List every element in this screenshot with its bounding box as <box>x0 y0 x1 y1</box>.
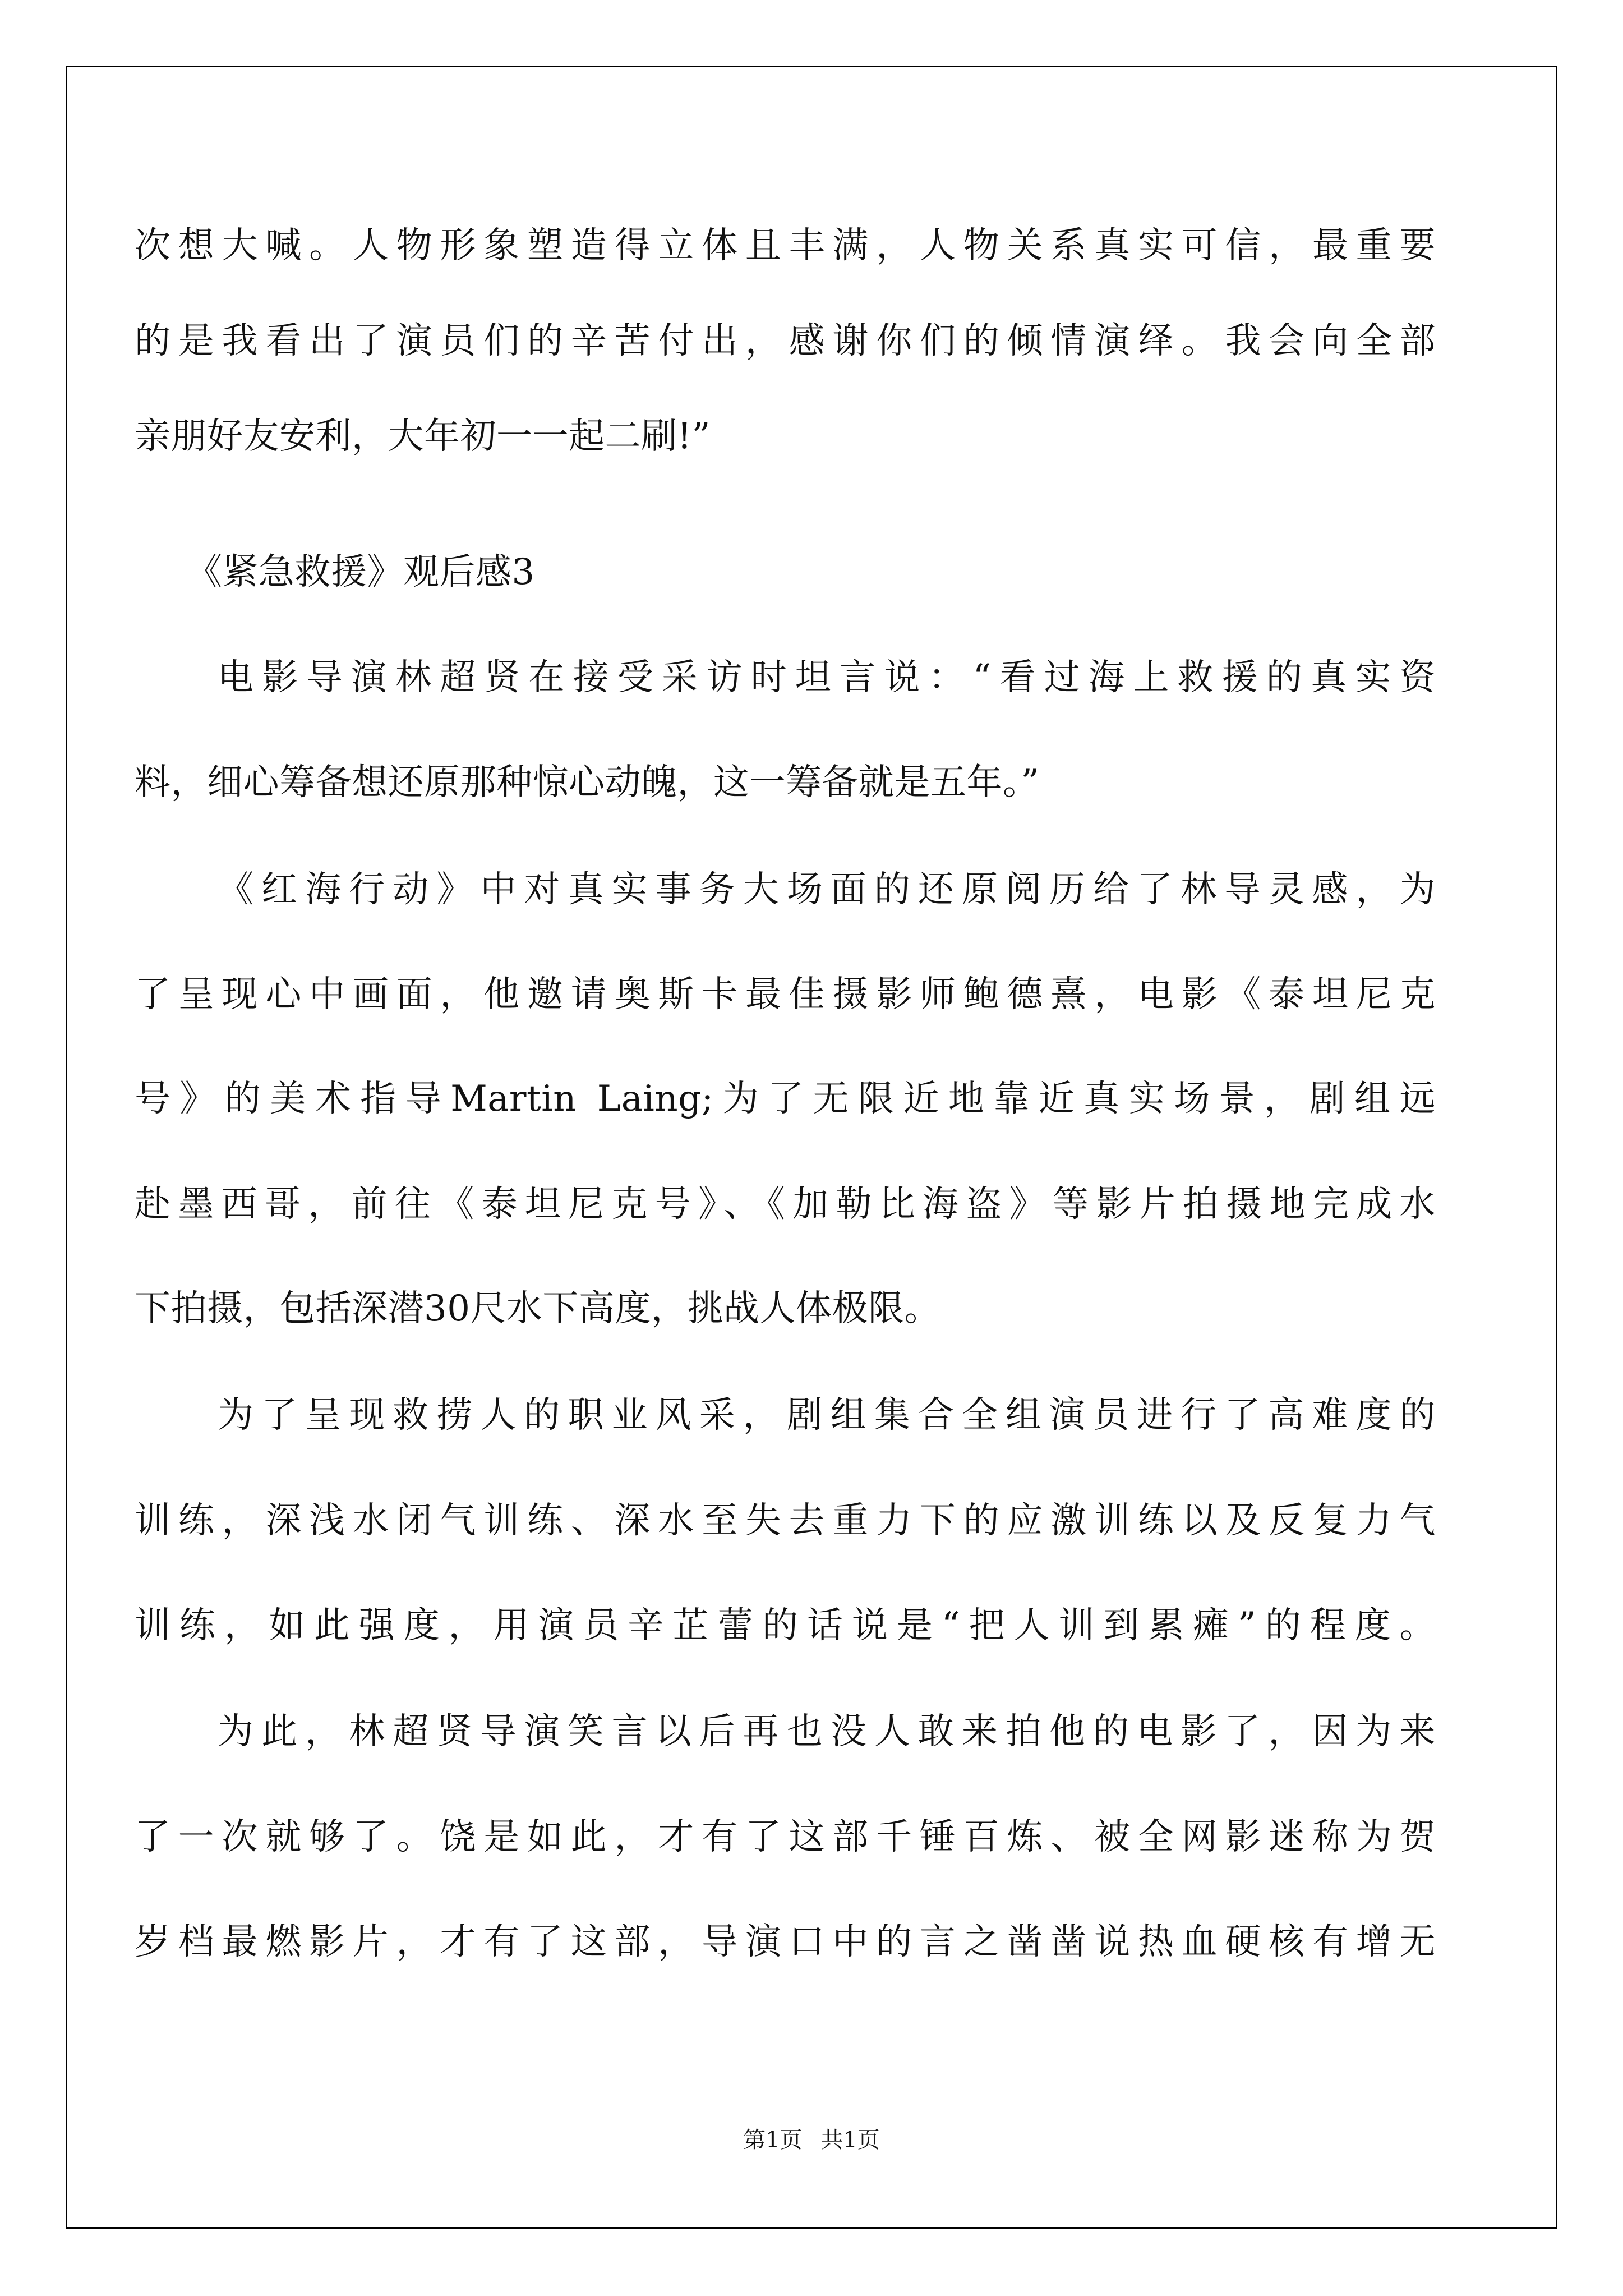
page-total: 共1页 <box>820 2127 880 2153</box>
text-line: 亲朋好友安利，大年初一一起二刷!” <box>135 416 711 457</box>
paragraph-line: 下拍摄，包括深潜30尺水下高度，挑战人体极限。 <box>135 1288 940 1329</box>
paragraph-line: 训练，深浅水闭气训练、深水至失去重力下的应激训练以及反复力气 <box>135 1500 1436 1542</box>
paragraph-line: 料，细心筹备想还原那种惊心动魄，这一筹备就是五年。” <box>135 762 1040 803</box>
paragraph-line: 《红海行动》中对真实事务大场面的还原阅历给了林导灵感，为 <box>218 869 1436 910</box>
paragraph-line: 了呈现心中画面，他邀请奥斯卡最佳摄影师鲍德熹，电影《泰坦尼克 <box>135 974 1436 1015</box>
paragraph-line: 岁档最燃影片，才有了这部，导演口中的言之凿凿说热血硬核有增无 <box>135 1921 1436 1963</box>
section-heading: 《紧急救援》观后感3 <box>186 551 535 593</box>
paragraph-line: 为了呈现救捞人的职业风采，剧组集合全组演员进行了高难度的 <box>218 1395 1436 1436</box>
paragraph-line: 了一次就够了。饶是如此，才有了这部千锤百炼、被全网影迷称为贺 <box>135 1816 1436 1858</box>
text-line: 次想大喊。人物形象塑造得立体且丰满，人物关系真实可信，最重要 <box>135 225 1436 266</box>
paragraph-line: 赴墨西哥，前往《泰坦尼克号》、《加勒比海盗》等影片拍摄地完成水 <box>135 1184 1436 1225</box>
text-line: 的是我看出了演员们的辛苦付出，感谢你们的倾情演绎。我会向全部 <box>135 320 1436 362</box>
page-border <box>66 66 1557 2229</box>
paragraph-line: 号》的美术指导Martin Laing;为了无限近地靠近真实场景，剧组远 <box>135 1078 1436 1120</box>
page-footer <box>0 2126 1623 2154</box>
paragraph-line: 电影导演林超贤在接受采访时坦言说：“看过海上救援的真实资 <box>218 657 1436 698</box>
paragraph-line: 训练，如此强度，用演员辛芷蕾的话说是“把人训到累瘫”的程度。 <box>135 1605 1436 1646</box>
paragraph-line: 为此，林超贤导演笑言以后再也没人敢来拍他的电影了，因为来 <box>218 1711 1436 1752</box>
page-number: 第1页 <box>743 2127 803 2153</box>
